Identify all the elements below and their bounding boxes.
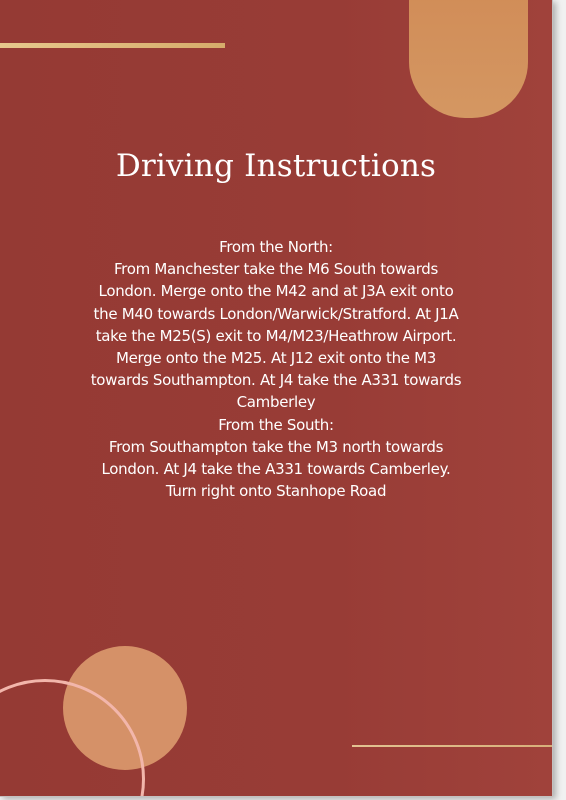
section-text-north: From Manchester take the M6 South towards London. Merge onto the M42 and at J3A exit onto the M40 towards London/Warwick/Stratford. At J1A take the M25(S) exit to M4/M23/Heathrow Airport. Merge onto the M25. At J12 exit onto the M3 towards Southampton. At J4 take the A331 towards Camberley	[90, 260, 462, 412]
section-heading-south: From the South:	[218, 415, 334, 434]
section-heading-north: From the North:	[219, 238, 333, 256]
section-text-south: From Southampton take the M3 north towards London. At J4 take the A331 towards Camberley. Turn right onto Stanhope Road	[101, 437, 451, 501]
page-title: Driving Instructions	[115, 148, 437, 184]
directions-text	[86, 236, 466, 502]
decorative-gold-line-top	[0, 43, 225, 48]
decorative-gold-line-bottom	[352, 745, 552, 747]
decorative-arch-shape	[409, 0, 528, 118]
